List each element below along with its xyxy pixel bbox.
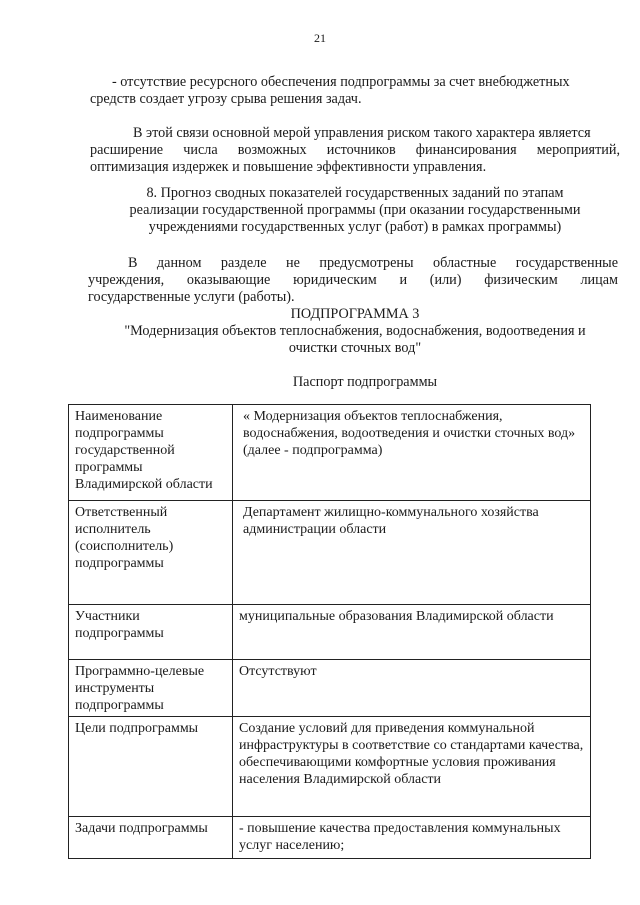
- passport-title: Паспорт подпрограммы: [292, 374, 438, 390]
- passport-row-goals: [69, 717, 591, 817]
- passport-value: муниципальные образования Владимирской области: [233, 605, 591, 660]
- passport-row-tasks: [69, 817, 591, 859]
- passport-label: Участники подпрограммы: [69, 605, 233, 660]
- passport-value: Создание условий для приведения коммунальной инфраструктуры в соответствие со стандартами качества, обеспечивающими комфортные условия проживания населения Владимирской области: [233, 717, 591, 817]
- section-8-text-line-1: В данном разделе не предусмотрены областные государственные: [128, 255, 618, 271]
- passport-row-participants: [69, 605, 591, 660]
- passport-value: - повышение качества предоставления коммунальных услуг населению;: [233, 817, 591, 859]
- measure-paragraph-line-2: расширение числа возможных источников финансирования мероприятий,: [90, 142, 620, 158]
- subprogram-name-line-1: "Модернизация объектов теплоснабжения, водоснабжения, водоотведения и: [124, 323, 586, 339]
- passport-row-name: [69, 405, 591, 501]
- passport-value: Отсутствуют: [233, 660, 591, 717]
- passport-label: Ответственный исполнитель (соисполнитель) подпрограммы: [69, 501, 233, 605]
- passport-label: Цели подпрограммы: [69, 717, 233, 817]
- section-8-heading-line-2: реализации государственной программы (при оказании государственными: [129, 202, 581, 218]
- section-8-text-line-2: учреждения, оказывающие юридическим и (или) физическим лицам: [88, 272, 618, 288]
- page-number: 21: [314, 31, 326, 45]
- passport-value: Департамент жилищно-коммунального хозяйства администрации области: [233, 501, 591, 605]
- subprogram-title: ПОДПРОГРАММА 3: [290, 306, 420, 322]
- passport-label: Программно-целевые инструменты подпрограммы: [69, 660, 233, 717]
- section-8-heading-line-3: учреждениями государственных услуг (работ) в рамках программы): [148, 219, 562, 235]
- section-8-heading-line-1: 8. Прогноз сводных показателей государственных заданий по этапам: [146, 185, 564, 201]
- risk-paragraph-line-1: - отсутствие ресурсного обеспечения подпрограммы за счет внебюджетных: [112, 74, 570, 90]
- subprogram-name-line-2: очистки сточных вод": [288, 340, 422, 356]
- passport-value: « Модернизация объектов теплоснабжения, водоснабжения, водоотведения и очистки сточных вод» (далее - подпрограмма): [233, 405, 591, 501]
- passport-table: [68, 404, 591, 859]
- risk-paragraph-line-2: средств создает угрозу срыва решения задач.: [90, 91, 362, 107]
- passport-label: Наименование подпрограммы государственной программы Владимирской области: [69, 405, 233, 501]
- passport-label: Задачи подпрограммы: [69, 817, 233, 859]
- section-8-text-line-3: государственные услуги (работы).: [88, 289, 295, 305]
- passport-row-executor: [69, 501, 591, 605]
- measure-paragraph-line-1: В этой связи основной мерой управления риском такого характера является: [133, 125, 591, 141]
- measure-paragraph-line-3: оптимизация издержек и повышение эффективности управления.: [90, 159, 487, 175]
- passport-row-instruments: [69, 660, 591, 717]
